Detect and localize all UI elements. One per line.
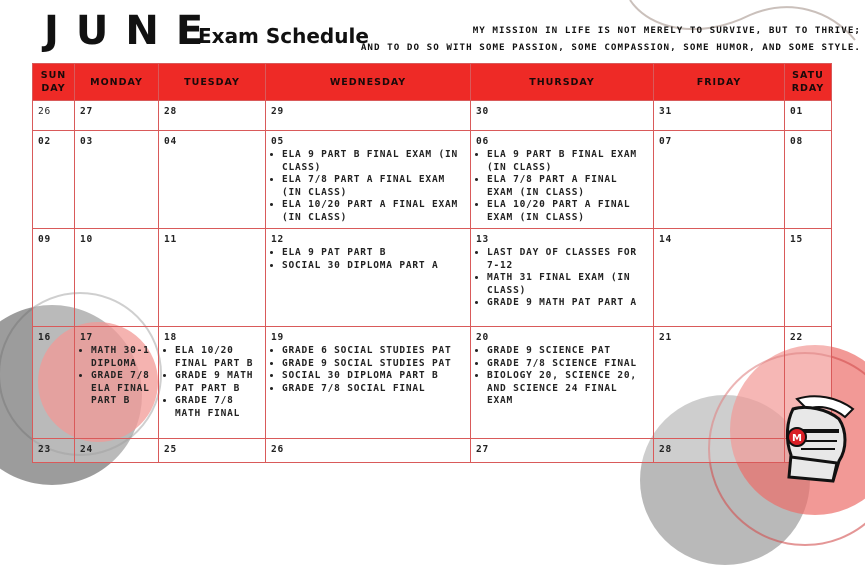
day-cell bbox=[33, 327, 75, 439]
day-number: 01 bbox=[790, 106, 804, 117]
day-number: 16 bbox=[38, 332, 52, 343]
day-number: 27 bbox=[476, 444, 490, 455]
day-cell bbox=[75, 439, 159, 463]
day-cell bbox=[75, 327, 159, 439]
quote-line-2: AND TO DO SO WITH SOME PASSION, SOME COMPASSION, SOME HUMOR, AND SOME STYLE. bbox=[360, 42, 861, 53]
weekday-label-cont: DAY bbox=[41, 83, 66, 94]
exam-event: • GRADE 7/8 MATH FINAL bbox=[175, 395, 260, 420]
day-cell bbox=[33, 229, 75, 327]
day-number: 15 bbox=[790, 234, 804, 245]
day-cell bbox=[75, 229, 159, 327]
day-number: 27 bbox=[80, 106, 94, 117]
day-cell bbox=[654, 229, 785, 327]
day-number: 24 bbox=[80, 444, 94, 455]
day-cell bbox=[471, 229, 654, 327]
weekday-label: MONDAY bbox=[90, 76, 143, 88]
week-row bbox=[33, 131, 832, 229]
day-number: 12 bbox=[271, 234, 285, 245]
day-number: 03 bbox=[80, 136, 94, 147]
exam-event: • BIOLOGY 20, SCIENCE 20, AND SCIENCE 24 FINAL EXAM bbox=[487, 370, 648, 408]
event-list bbox=[80, 345, 153, 408]
exam-event: • ELA 7/8 PART A FINAL EXAM (IN CLASS) bbox=[487, 174, 648, 199]
exam-event: • GRADE 7/8 ELA FINAL PART B bbox=[91, 370, 153, 408]
day-cell bbox=[654, 327, 785, 439]
week-row bbox=[33, 229, 832, 327]
day-cell bbox=[654, 101, 785, 131]
week-row bbox=[33, 439, 832, 463]
weekday-label: SUN bbox=[40, 70, 67, 81]
day-cell bbox=[159, 101, 266, 131]
day-number: 09 bbox=[38, 234, 52, 245]
calendar-body bbox=[33, 101, 832, 463]
day-cell bbox=[785, 229, 832, 327]
event-list bbox=[476, 149, 648, 224]
event-list bbox=[164, 345, 260, 420]
day-cell bbox=[471, 101, 654, 131]
day-number: 17 bbox=[80, 332, 94, 343]
day-number: 21 bbox=[659, 332, 673, 343]
day-cell bbox=[75, 131, 159, 229]
day-number: 08 bbox=[790, 136, 804, 147]
month-title: JUNE bbox=[44, 8, 221, 54]
event-list bbox=[271, 345, 465, 395]
day-number: 14 bbox=[659, 234, 673, 245]
day-number: 19 bbox=[271, 332, 285, 343]
event-list bbox=[271, 149, 465, 224]
day-cell bbox=[471, 439, 654, 463]
exam-event: • SOCIAL 30 DIPLOMA PART A bbox=[282, 260, 465, 273]
day-number: 06 bbox=[476, 136, 490, 147]
exam-event: • LAST DAY OF CLASSES FOR 7-12 bbox=[487, 247, 648, 272]
day-cell bbox=[159, 131, 266, 229]
knight-helmet-icon bbox=[767, 391, 863, 487]
day-number: 20 bbox=[476, 332, 490, 343]
exam-event: • GRADE 7/8 SCIENCE FINAL bbox=[487, 358, 648, 371]
exam-event: • GRADE 6 SOCIAL STUDIES PAT bbox=[282, 345, 465, 358]
exam-event: • ELA 9 PART B FINAL EXAM (IN CLASS) bbox=[487, 149, 648, 174]
day-number: 31 bbox=[659, 106, 673, 117]
day-number: 13 bbox=[476, 234, 490, 245]
day-cell bbox=[654, 131, 785, 229]
weekday-header bbox=[471, 64, 654, 101]
day-cell bbox=[266, 229, 471, 327]
quote-line-1: MY MISSION IN LIFE IS NOT MERELY TO SURVIVE, BUT TO THRIVE; bbox=[472, 25, 861, 36]
exam-event: • MATH 31 FINAL EXAM (IN CLASS) bbox=[487, 272, 648, 297]
weekday-label: THURSDAY bbox=[529, 76, 595, 88]
day-number: 26 bbox=[38, 106, 52, 117]
exam-event: • ELA 7/8 PART A FINAL EXAM (IN CLASS) bbox=[282, 174, 465, 199]
day-number: 26 bbox=[271, 444, 285, 455]
exam-event: • ELA 9 PAT PART B bbox=[282, 247, 465, 260]
weekday-label: SATU bbox=[792, 70, 824, 81]
weekday-header bbox=[159, 64, 266, 101]
day-cell bbox=[159, 229, 266, 327]
week-row bbox=[33, 101, 832, 131]
day-cell bbox=[785, 131, 832, 229]
event-list bbox=[271, 247, 465, 272]
weekday-label: TUESDAY bbox=[184, 76, 240, 88]
weekday-label: WEDNESDAY bbox=[329, 76, 407, 88]
day-cell bbox=[471, 131, 654, 229]
day-number: 30 bbox=[476, 106, 490, 117]
exam-event: • SOCIAL 30 DIPLOMA PART B bbox=[282, 370, 465, 383]
event-list bbox=[476, 345, 648, 408]
day-cell bbox=[266, 101, 471, 131]
day-number: 10 bbox=[80, 234, 94, 245]
day-cell bbox=[266, 131, 471, 229]
day-number: 29 bbox=[271, 106, 285, 117]
day-number: 28 bbox=[659, 444, 673, 455]
exam-event: • GRADE 9 MATH PAT PART B bbox=[175, 370, 260, 395]
day-number: 22 bbox=[790, 332, 804, 343]
day-number: 07 bbox=[659, 136, 673, 147]
exam-event: • GRADE 9 MATH PAT PART A bbox=[487, 297, 648, 310]
day-number: 18 bbox=[164, 332, 178, 343]
exam-event: • GRADE 9 SOCIAL STUDIES PAT bbox=[282, 358, 465, 371]
day-cell bbox=[75, 101, 159, 131]
weekday-header-row bbox=[33, 64, 832, 101]
weekday-header bbox=[654, 64, 785, 101]
weekday-header bbox=[266, 64, 471, 101]
day-cell bbox=[654, 439, 785, 463]
exam-event: • ELA 10/20 FINAL PART B bbox=[175, 345, 260, 370]
day-cell bbox=[471, 327, 654, 439]
weekday-label: FRIDAY bbox=[696, 76, 742, 88]
exam-event: • GRADE 7/8 SOCIAL FINAL bbox=[282, 383, 465, 396]
exam-event: • ELA 10/20 PART A FINAL EXAM (IN CLASS) bbox=[282, 199, 465, 224]
weekday-label-cont: RDAY bbox=[791, 83, 825, 94]
event-list bbox=[476, 247, 648, 310]
day-number: 28 bbox=[164, 106, 178, 117]
day-cell bbox=[159, 327, 266, 439]
day-cell bbox=[33, 439, 75, 463]
day-cell bbox=[159, 439, 266, 463]
exam-event: • ELA 9 PART B FINAL EXAM (IN CLASS) bbox=[282, 149, 465, 174]
day-number: 23 bbox=[38, 444, 52, 455]
exam-event: • MATH 30-1 DIPLOMA bbox=[91, 345, 153, 370]
exam-event: • GRADE 9 SCIENCE PAT bbox=[487, 345, 648, 358]
weekday-header bbox=[33, 64, 75, 101]
day-number: 02 bbox=[38, 136, 52, 147]
day-cell bbox=[266, 439, 471, 463]
day-cell bbox=[266, 327, 471, 439]
day-cell bbox=[33, 131, 75, 229]
weekday-header bbox=[785, 64, 832, 101]
logo-letter: M bbox=[792, 433, 802, 444]
weekday-header bbox=[75, 64, 159, 101]
day-number: 11 bbox=[164, 234, 178, 245]
day-cell bbox=[33, 101, 75, 131]
exam-event: • ELA 10/20 PART A FINAL EXAM (IN CLASS) bbox=[487, 199, 648, 224]
day-number: 04 bbox=[164, 136, 178, 147]
week-row bbox=[33, 327, 832, 439]
schedule-subtitle: Exam Schedule bbox=[198, 24, 369, 48]
mission-quote bbox=[361, 22, 861, 56]
day-number: 05 bbox=[271, 136, 285, 147]
day-cell bbox=[785, 101, 832, 131]
day-number: 25 bbox=[164, 444, 178, 455]
calendar-grid bbox=[32, 63, 832, 463]
